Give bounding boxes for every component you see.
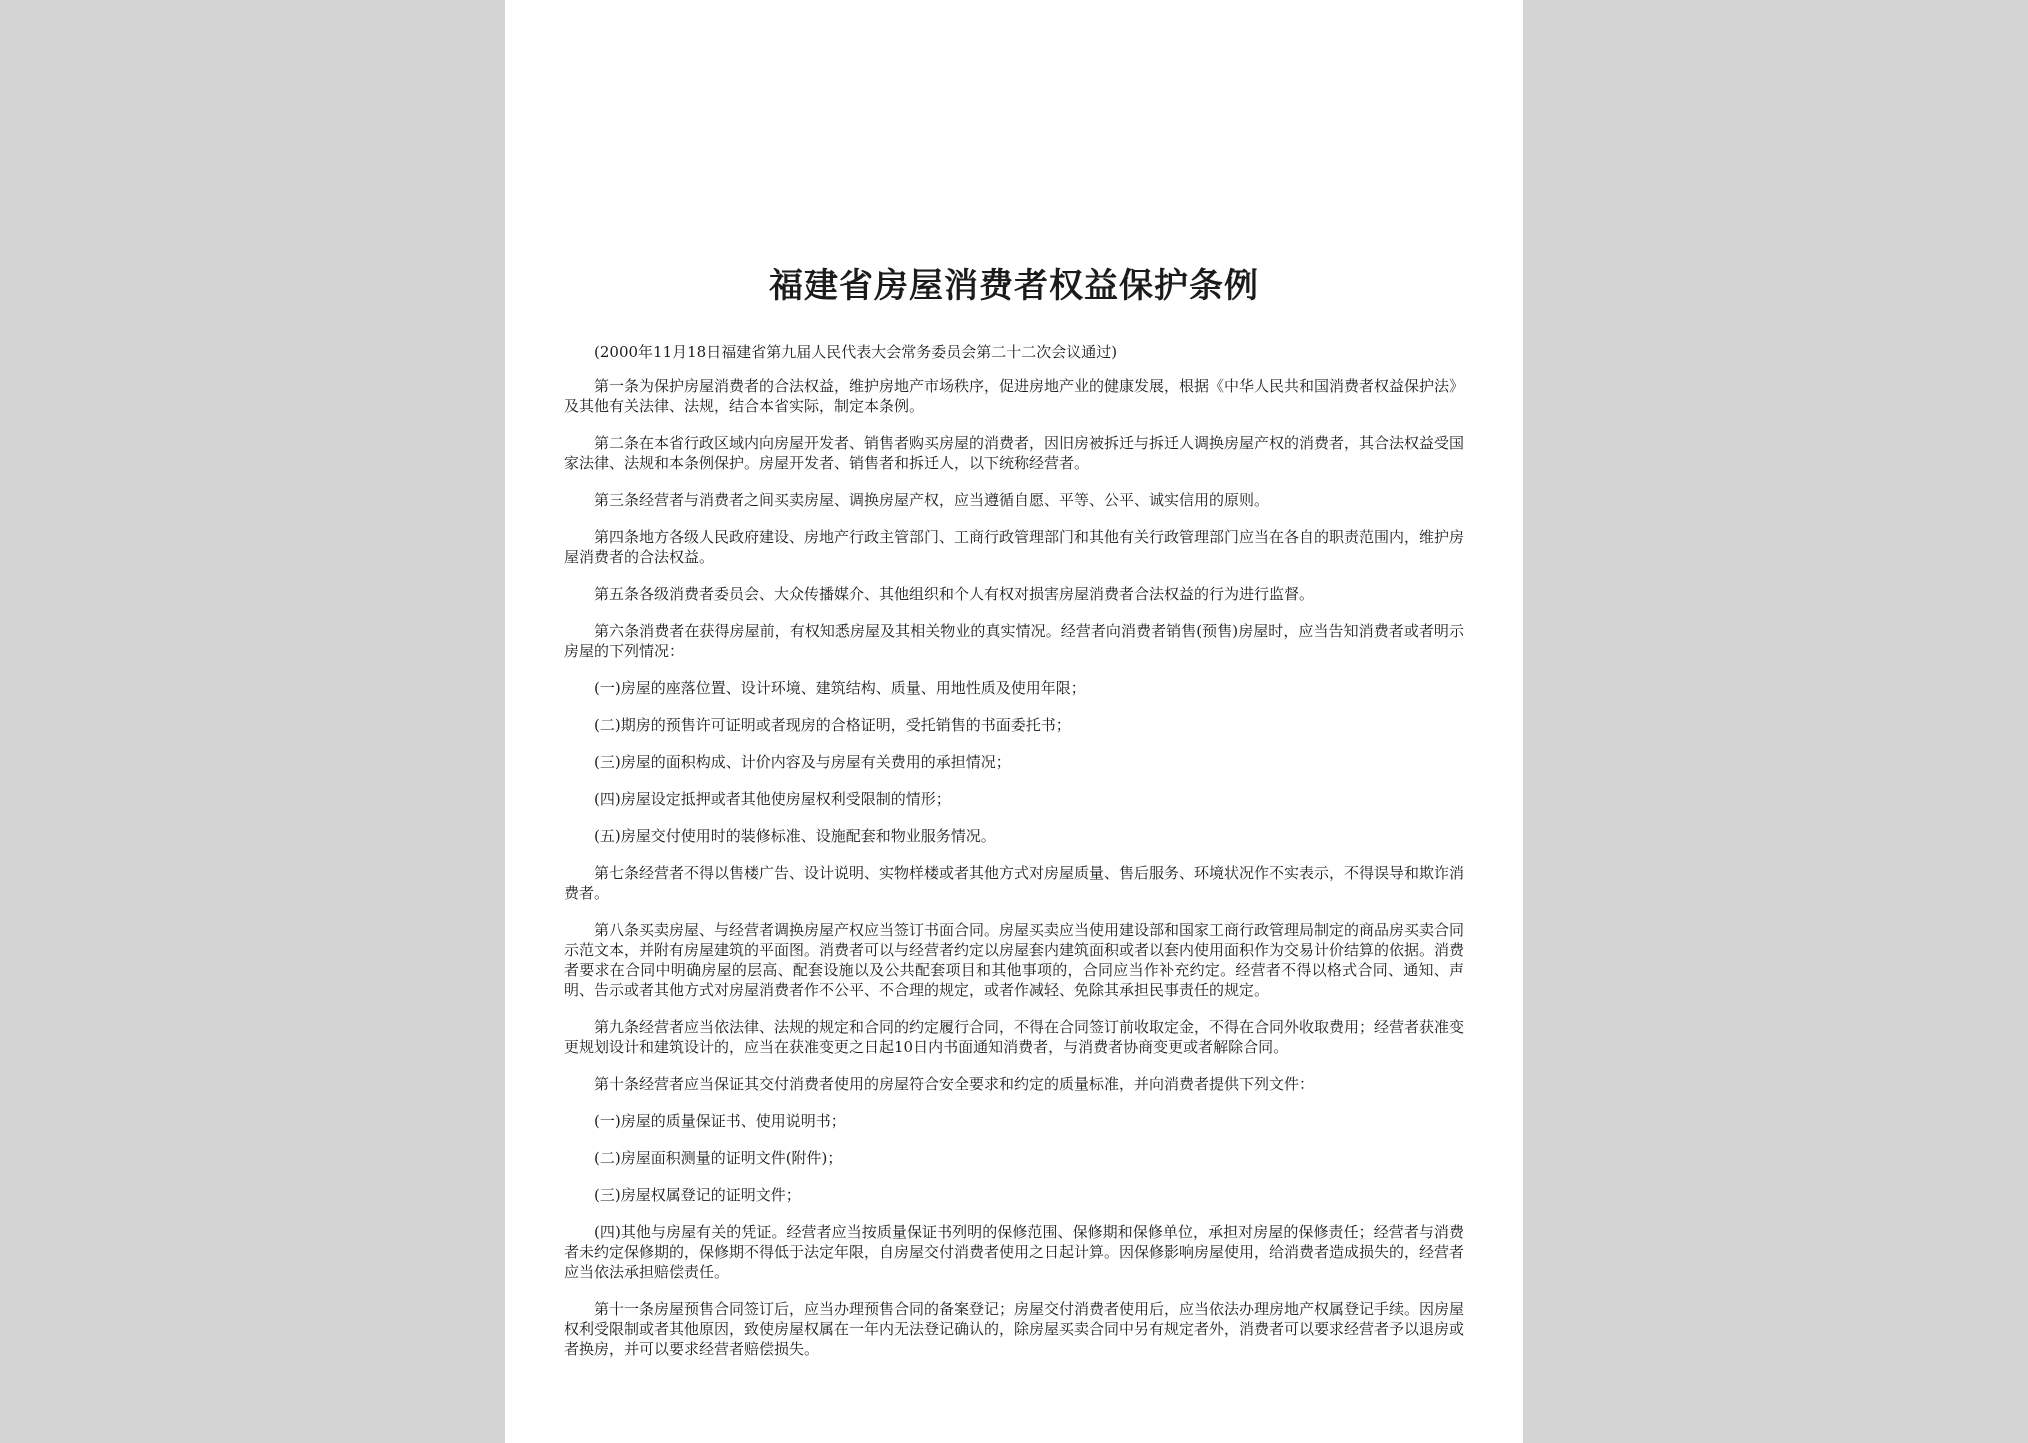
- article-10-item-4: (四)其他与房屋有关的凭证。经营者应当按质量保证书列明的保修范围、保修期和保修单位，承担对房屋的保修责任；经营者与消费者未约定保修期的，保修期不得低于法定年限，自房屋交付消费者使用之日起计算。因保修影响房屋使用，给消费者造成损失的，经营者应当依法承担赔偿责任。: [564, 1223, 1465, 1281]
- article-10: 第十条经营者应当保证其交付消费者使用的房屋符合安全要求和约定的质量标准，并向消费者提供下列文件：: [594, 1075, 1315, 1093]
- article-4: 第四条地方各级人民政府建设、房地产行政主管部门、工商行政管理部门和其他有关行政管理部门应当在各自的职责范围内，维护房屋消费者的合法权益。: [564, 528, 1465, 566]
- article-2: 第二条在本省行政区域内向房屋开发者、销售者购买房屋的消费者，因旧房被拆迁与拆迁人调换房屋产权的消费者，其合法权益受国家法律、法规和本条例保护。房屋开发者、销售者和拆迁人，以下统称经营者。: [564, 434, 1465, 472]
- article-3: 第三条经营者与消费者之间买卖房屋、调换房屋产权，应当遵循自愿、平等、公平、诚实信用的原则。: [594, 491, 1270, 509]
- article-6-item-4: (四)房屋设定抵押或者其他使房屋权利受限制的情形；: [594, 790, 951, 808]
- article-9: 第九条经营者应当依法律、法规的规定和合同的约定履行合同，不得在合同签订前收取定金，不得在合同外收取费用；经营者获准变更规划设计和建筑设计的，应当在获准变更之日起10日内书面通知消费者，与消费者协商变更或者解除合同。: [564, 1018, 1465, 1056]
- article-6-item-3: (三)房屋的面积构成、计价内容及与房屋有关费用的承担情况；: [594, 753, 1011, 771]
- article-6-item-1: (一)房屋的座落位置、设计环境、建筑结构、质量、用地性质及使用年限；: [594, 679, 1086, 697]
- article-10-item-3: (三)房屋权属登记的证明文件；: [594, 1186, 801, 1204]
- document-title: 福建省房屋消费者权益保护条例: [769, 266, 1259, 306]
- article-10-item-2: (二)房屋面积测量的证明文件(附件)；: [594, 1149, 843, 1167]
- article-6-item-2: (二)期房的预售许可证明或者现房的合格证明，受托销售的书面委托书；: [594, 716, 1071, 734]
- document-subtitle: (2000年11月18日福建省第九届人民代表大会常务委员会第二十二次会议通过): [594, 343, 1118, 361]
- article-8: 第八条买卖房屋、与经营者调换房屋产权应当签订书面合同。房屋买卖应当使用建设部和国家工商行政管理局制定的商品房买卖合同示范文本，并附有房屋建筑的平面图。消费者可以与经营者约定以房屋套内建筑面积或者以套内使用面积作为交易计价结算的依据。消费者要求在合同中明确房屋的层高、配套设施以及公共配套项目和其他事项的，合同应当作补充约定。经营者不得以格式合同、通知、声明、告示或者其他方式对房屋消费者作不公平、不合理的规定，或者作减轻、免除其承担民事责任的规定。: [564, 921, 1465, 999]
- article-6: 第六条消费者在获得房屋前，有权知悉房屋及其相关物业的真实情况。经营者向消费者销售(预售)房屋时，应当告知消费者或者明示房屋的下列情况：: [564, 622, 1464, 660]
- article-10-item-1: (一)房屋的质量保证书、使用说明书；: [594, 1112, 846, 1130]
- article-1: 第一条为保护房屋消费者的合法权益，维护房地产市场秩序，促进房地产业的健康发展，根据《中华人民共和国消费者权益保护法》及其他有关法律、法规，结合本省实际，制定本条例。: [564, 377, 1465, 415]
- article-6-item-5: (五)房屋交付使用时的装修标准、设施配套和物业服务情况。: [594, 827, 996, 845]
- article-7: 第七条经营者不得以售楼广告、设计说明、实物样楼或者其他方式对房屋质量、售后服务、环境状况作不实表示，不得误导和欺诈消费者。: [564, 864, 1465, 902]
- article-5: 第五条各级消费者委员会、大众传播媒介、其他组织和个人有权对损害房屋消费者合法权益的行为进行监督。: [594, 585, 1315, 603]
- article-11: 第十一条房屋预售合同签订后，应当办理预售合同的备案登记；房屋交付消费者使用后，应当依法办理房地产权属登记手续。因房屋权利受限制或者其他原因，致使房屋权属在一年内无法登记确认的，除房屋买卖合同中另有规定者外，消费者可以要求经营者予以退房或者换房，并可以要求经营者赔偿损失。: [564, 1300, 1465, 1358]
- document-page: [505, 0, 1523, 1443]
